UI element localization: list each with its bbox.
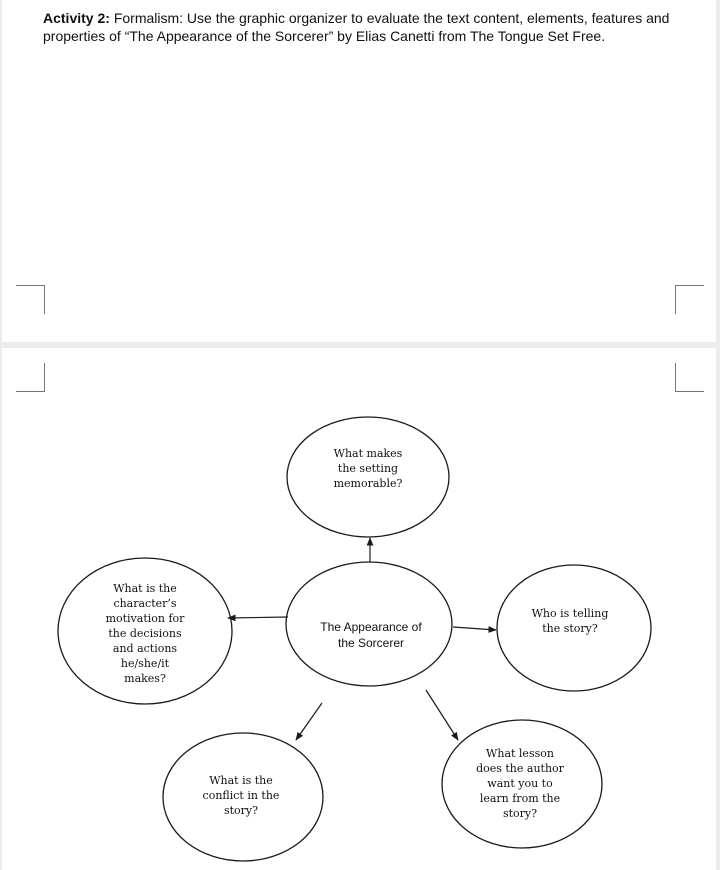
center-topic: The Appearance of the Sorcerer — [320, 620, 422, 650]
activity-text: Formalism: Use the graphic organizer to evaluate the text content, elements, features and properties of “The Appearance of the Sorcerer” by Elias Canetti from The Tongue Set Free. — [43, 10, 670, 44]
setting-question: What makes the setting memorable? — [333, 447, 403, 490]
motivation-question: What is the character’s motivation for the decisions and actions he/she/it makes? — [105, 582, 185, 685]
narrator-question: Who is telling the story? — [531, 607, 609, 635]
arrow-to-conflict — [296, 703, 322, 740]
arrow-to-lesson — [426, 690, 458, 740]
conflict-question: What is the conflict in the story? — [202, 774, 280, 817]
arrow-to-motivation — [228, 617, 288, 618]
arrow-to-narrator — [453, 627, 496, 630]
lesson-question: What lesson does the author want you to learn from the story? — [476, 747, 564, 820]
activity-label: Activity 2: — [43, 10, 110, 26]
